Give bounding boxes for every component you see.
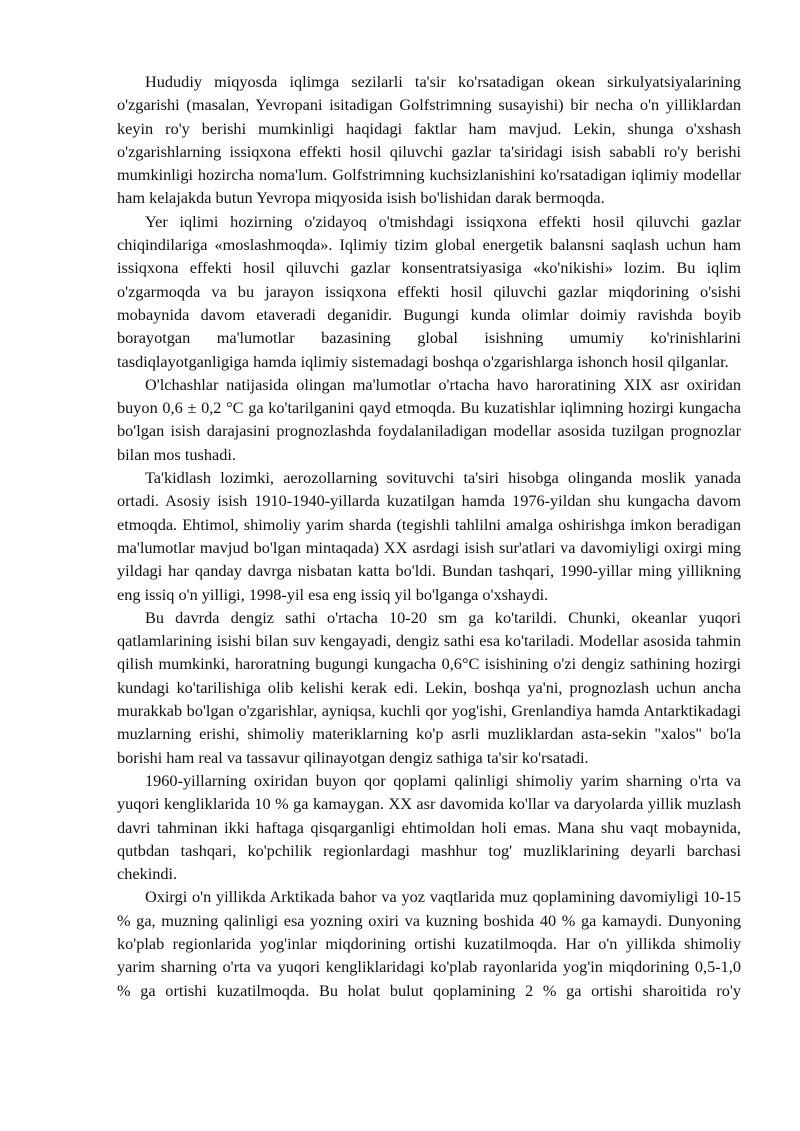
- paragraph-arctic-ice: Oxirgi o'n yillikda Arktikada bahor va yoz vaqtlarida muz qoplamining davomiyligi 10-15 % ga, muzning qalinligi esa yozning oxiri va kuzning boshida 40 % ga kamaydi. Dunyoning ko'plab regionlarida yog'inlar miqdorining ortishi kuzatilmoqda. Har o'n yillikda shimoliy yarim sharning o'rta va yuqori kengliklaridagi ko'plab rayonlarida yog'in miqdorining 0,5-1,0 % ga ortishi kuzatilmoqda. Bu holat bulut qoplamining 2 % ga ortishi sharoitida ro'y: [117, 887, 741, 1000]
- paragraph-aerosols: Ta'kidlash lozimki, aerozollarning sovituvchi ta'siri hisobga olinganda moslik yanada ortadi. Asosiy isish 1910-1940-yillarda kuzatilgan hamda 1976-yildan shu kungacha davom etmoqda. Ehtimol, shimoliy yarim sharda (tegishli tahlilni amalga oshirishga imkon beradigan ma'lumotlar mavjud bo'lgan mintaqada) XX asrdagi isish sur'atlari va davomiyligi oxirgi ming yildagi har qanday davrga nisbatan katta bo'ldi. Bundan tashqari, 1990-yillar ming yillikning eng issiq o'n yilligi, 1998-yil esa eng issiq yil bo'lganga o'xshaydi.: [117, 468, 741, 604]
- paragraph-ocean-circulation: Hududiy miqyosda iqlimga sezilarli ta'sir ko'rsatadigan okean sirkulyatsiyalarining o'zgarishi (masalan, Yevropani isitadigan Golfstrimning susayishi) bir necha o'n yilliklardan keyin ro'y berishi mumkinligi haqidagi faktlar ham mavjud. Lekin, shunga o'xshash o'zgarishlarning issiqxona effekti hosil qiluvchi gazlar ta'siridagi isish sababli ro'y berishi mumkinligi hozircha noma'lum. Golfstrimning kuchsizlanishini ko'rsatadigan iqlimiy modellar ham kelajakda butun Yevropa miqyosida isish bo'lishidan darak bermoqda.: [117, 72, 741, 208]
- document-page: [117, 70, 741, 1002]
- paragraph-climate-adaptation: Yer iqlimi hozirning o'zidayoq o'tmishdagi issiqxona effekti hosil qiluvchi gazlar chiqindilariga «moslashmoqda». Iqlimiy tizim global energetik balansni saqlash uchun ham issiqxona effekti hosil qiluvchi gazlar konsentratsiyasiga «ko'nikishi» lozim. Bu iqlim o'zgarmoqda va bu jarayon issiqxona effekti hosil qiluvchi gazlar miqdorining o'sishi mobaynida davom etaveradi deganidir. Bugungi kunda olimlar doimiy ravishda boyib borayotgan ma'lumotlar bazasining global isishning umumiy ko'rinishlarini tasdiqlayotganligiga hamda iqlimiy sistemadagi boshqa o'zgarishlarga ishonch hosil qilganlar.: [117, 211, 741, 371]
- paragraph-temperature-rise: O'lchashlar natijasida olingan ma'lumotlar o'rtacha havo haroratining XIX asr oxiridan buyon 0,6 ± 0,2 °C ga ko'tarilganini qayd etmoqda. Bu kuzatishlar iqlimning hozirgi kungacha bo'lgan isish darajasini prognozlashda foydalaniladigan modellar asosida tuzilgan prognozlar bilan mos tushadi.: [117, 374, 741, 464]
- paragraph-snow-cover: 1960-yillarning oxiridan buyon qor qoplami qalinligi shimoliy yarim sharning o'rta va yuqori kengliklarida 10 % ga kamaygan. XX asr davomida ko'llar va daryolarda yillik muzlash davri tahminan ikki haftaga qisqarganligi ehtimoldan holi emas. Mana shu vaqt mobaynida, qutbdan tashqari, ko'pchilik regionlardagi mashhur tog' muzliklarining deyarli barchasi chekindi.: [117, 770, 741, 884]
- paragraph-sea-level: Bu davrda dengiz sathi o'rtacha 10-20 sm ga ko'tarildi. Chunki, okeanlar yuqori qatlamlarining isishi bilan suv kengayadi, dengiz sathi esa ko'tariladi. Modellar asosida tahmin qilish mumkinki, haroratning bugungi kungacha 0,6°C isishining o'zi dengiz sathining hozirgi kundagi ko'tarilishiga olib kelishi kerak edi. Lekin, boshqa ya'ni, prognozlash uchun ancha murakkab bo'lgan o'zgarishlar, ayniqsa, kuchli qor yog'ishi, Grenlandiya hamda Antarktikadagi muzlarning erishi, shimoliy materiklarning ko'p asrli muzliklardan asta-sekin "xalos" bo'la borishi ham real va tassavur qilinayotgan dengiz sathiga ta'sir ko'rsatadi.: [117, 607, 741, 767]
